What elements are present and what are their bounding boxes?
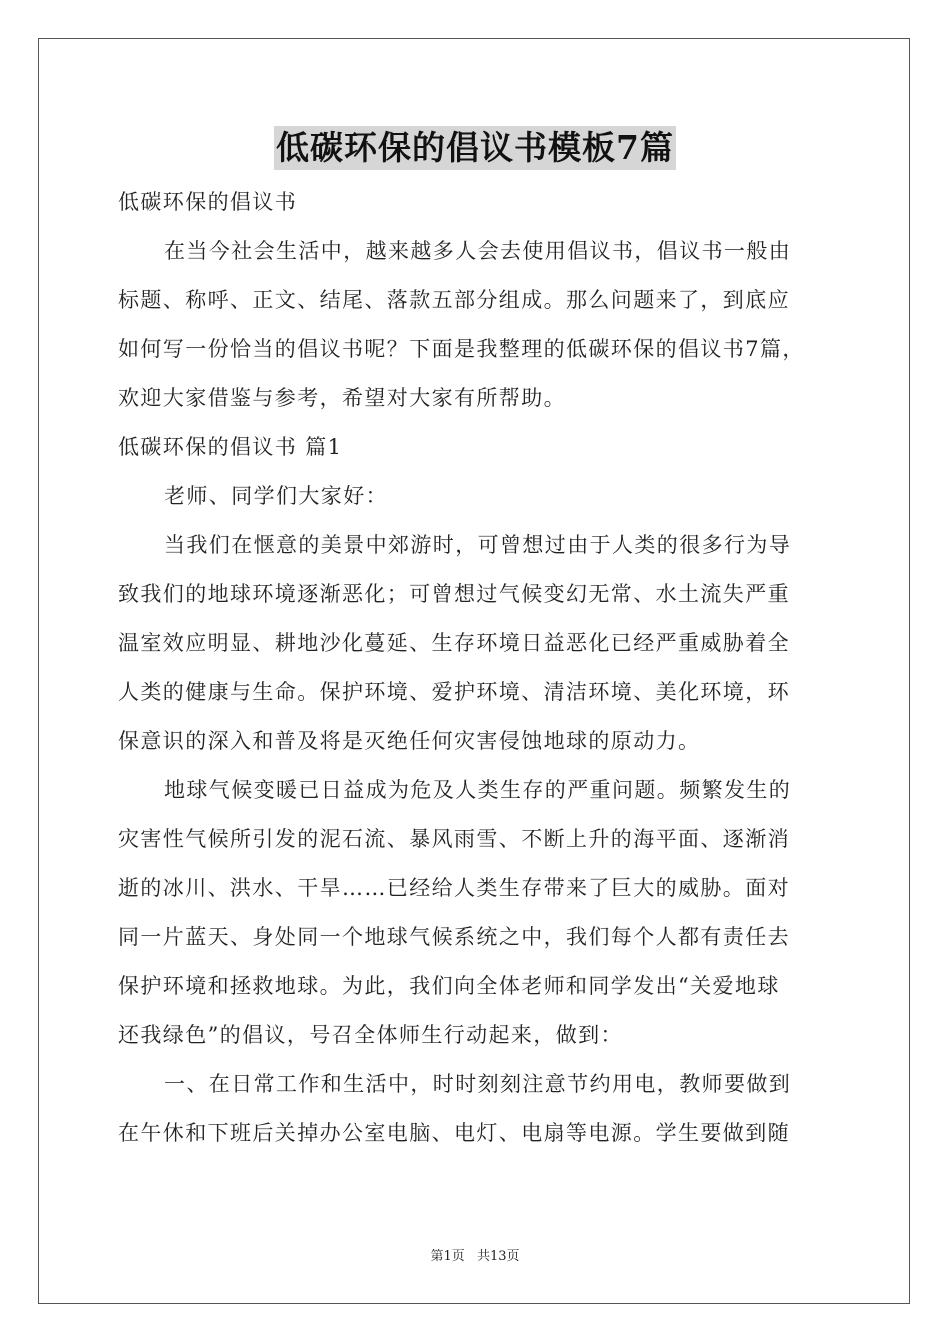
text-line: 低碳环保的倡议书 篇1 bbox=[118, 435, 343, 459]
text-line: 温室效应明显、耕地沙化蔓延、生存环境日益恶化已经严重威胁着全 bbox=[118, 631, 790, 655]
text-line: 低碳环保的倡议书 bbox=[118, 190, 298, 214]
text-line: 灾害性气候所引发的泥石流、暴风雨雪、不断上升的海平面、逐渐消 bbox=[118, 827, 790, 851]
text-line: 当我们在惬意的美景中郊游时，可曾想过由于人类的很多行为导 bbox=[164, 533, 792, 557]
text-line: 保意识的深入和普及将是灭绝任何灾害侵蚀地球的原动力。 bbox=[118, 729, 701, 753]
text-line: 一、在日常工作和生活中，时时刻刻注意节约用电，教师要做到 bbox=[164, 1072, 792, 1096]
page-footer bbox=[0, 1245, 950, 1264]
text-line: 致我们的地球环境逐渐恶化；可曾想过气候变幻无常、水土流失严重 bbox=[118, 582, 790, 606]
text-line: 保护环境和拯救地球。为此，我们向全体老师和同学发出“关爱地球 bbox=[118, 974, 780, 998]
text-line: 老师、同学们大家好： bbox=[164, 484, 388, 508]
text-line: 标题、称呼、正文、结尾、落款五部分组成。那么问题来了，到底应 bbox=[118, 288, 790, 312]
document-title: 低碳环保的倡议书模板7篇 bbox=[274, 126, 676, 170]
text-line: 还我绿色”的倡议，号召全体师生行动起来，做到： bbox=[118, 1023, 623, 1047]
text-line: 在当今社会生活中，越来越多人会去使用倡议书，倡议书一般由 bbox=[164, 239, 792, 263]
text-line: 在午休和下班后关掉办公室电脑、电灯、电扇等电源。学生要做到随 bbox=[118, 1121, 790, 1145]
page-number: 第1页 bbox=[430, 1249, 465, 1264]
text-line: 逝的冰川、洪水、干旱……已经给人类生存带来了巨大的威胁。面对 bbox=[118, 876, 790, 900]
text-line: 同一片蓝天、身处同一个地球气候系统之中，我们每个人都有责任去 bbox=[118, 925, 790, 949]
text-line: 欢迎大家借鉴与参考，希望对大家有所帮助。 bbox=[118, 386, 566, 410]
text-line: 地球气候变暖已日益成为危及人类生存的严重问题。频繁发生的 bbox=[164, 778, 792, 802]
document-body bbox=[118, 178, 838, 1158]
page-total: 共13页 bbox=[476, 1249, 520, 1264]
text-line: 人类的健康与生命。保护环境、爱护环境、清洁环境、美化环境，环 bbox=[118, 680, 790, 704]
title-container bbox=[0, 126, 950, 170]
text-line: 如何写一份恰当的倡议书呢？下面是我整理的低碳环保的倡议书7篇， bbox=[118, 337, 805, 361]
